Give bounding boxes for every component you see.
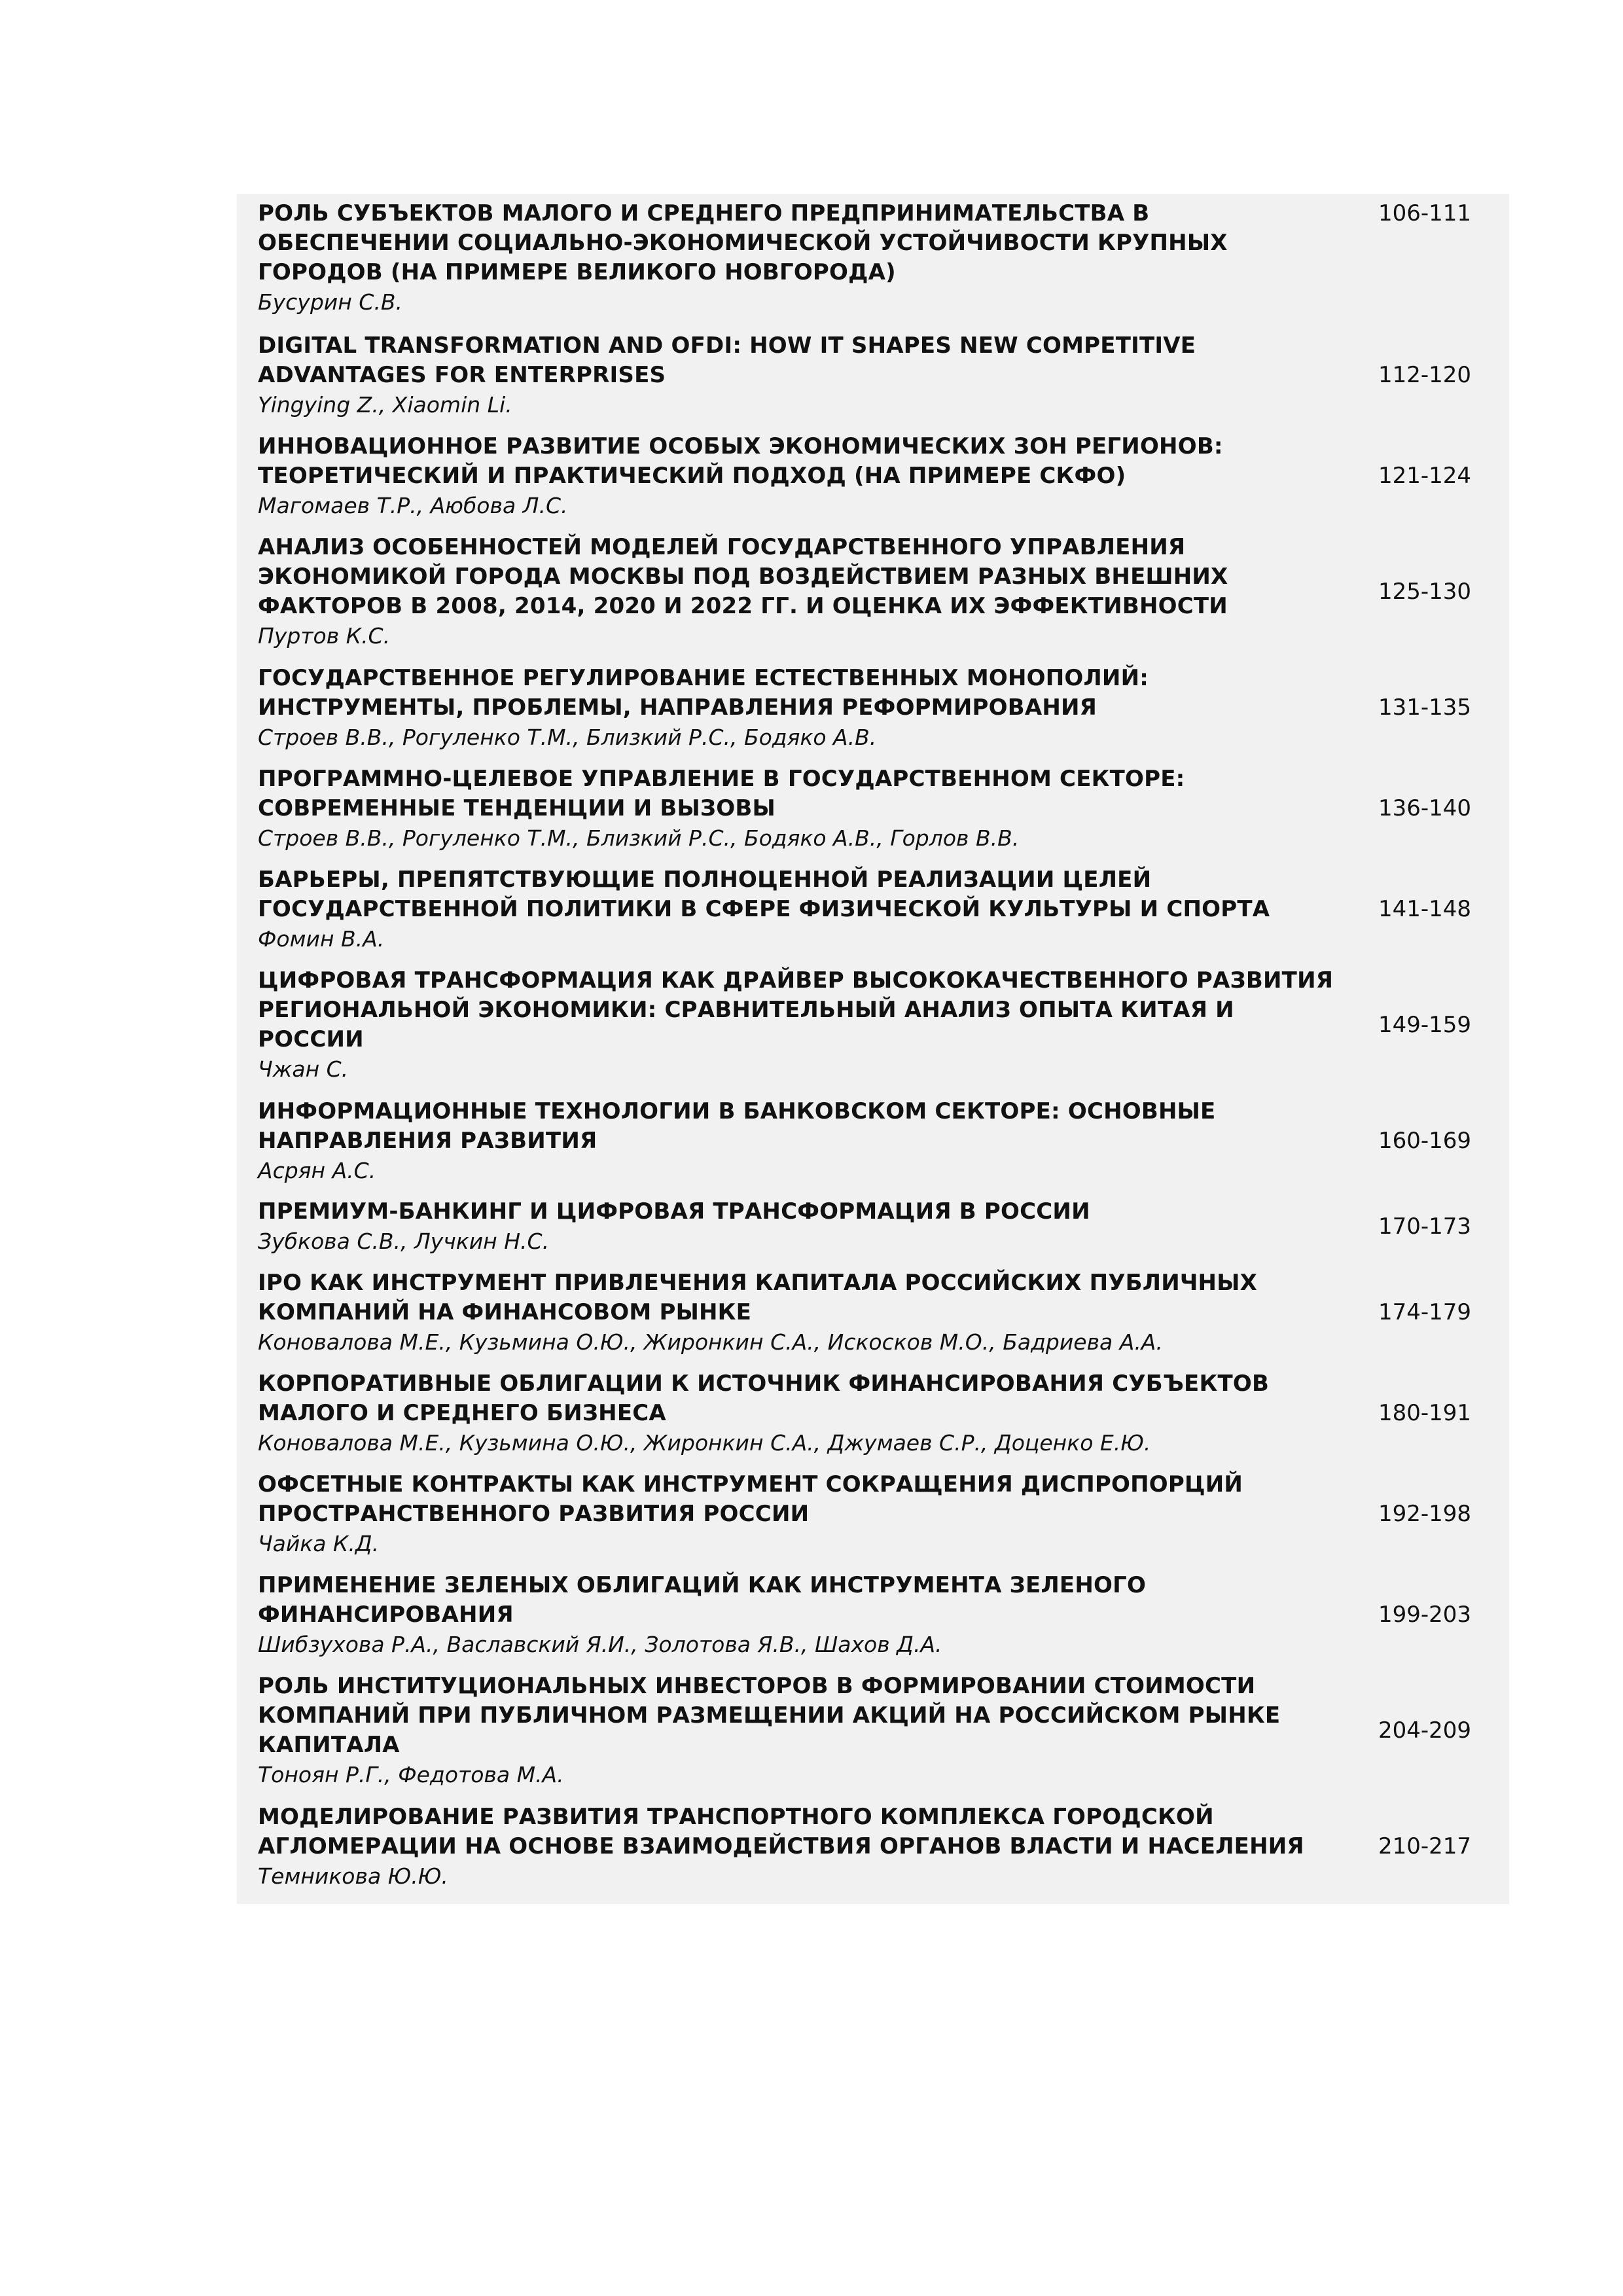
toc-entry[interactable] xyxy=(237,1367,1509,1460)
table-of-contents xyxy=(237,194,1509,1904)
entry-authors: Зубкова С.В., Лучкин Н.С. xyxy=(258,1229,550,1254)
entry-pages: 125-130 xyxy=(1378,578,1472,605)
entry-pages: 180-191 xyxy=(1378,1399,1472,1426)
toc-entry[interactable] xyxy=(237,963,1509,1086)
entry-title: DIGITAL TRANSFORMATION AND OFDI: HOW IT SHAPES NEW COMPETITIVE ADVANTAGES FOR ENTERPRISES xyxy=(258,332,1196,388)
entry-pages: 149-159 xyxy=(1378,1011,1472,1038)
entry-pages: 141-148 xyxy=(1378,895,1472,922)
entry-authors: Пуртов К.С. xyxy=(258,623,391,649)
entry-pages: 121-124 xyxy=(1378,462,1472,489)
entry-authors: Чайка К.Д. xyxy=(258,1530,380,1556)
entry-body xyxy=(258,764,1344,853)
toc-entry[interactable] xyxy=(237,530,1509,653)
entry-authors: Асрян А.С. xyxy=(258,1157,376,1183)
entry-body xyxy=(258,1672,1344,1789)
entry-title: ЦИФРОВАЯ ТРАНСФОРМАЦИЯ КАК ДРАЙВЕР ВЫСОКОКАЧЕСТВЕННОГО РАЗВИТИЯ РЕГИОНАЛЬНОЙ ЭКОНОМИКИ: СРАВНИТЕЛЬНЫЙ АНАЛИЗ ОПЫТА КИТАЯ И РОССИИ xyxy=(258,967,1334,1052)
entry-title: РОЛЬ СУБЪЕКТОВ МАЛОГО И СРЕДНЕГО ПРЕДПРИНИМАТЕЛЬСТВА В ОБЕСПЕЧЕНИИ СОЦИАЛЬНО-ЭКОНОМИЧЕСКОЙ УСТОЙЧИВОСТИ КРУПНЫХ ГОРОДОВ (НА ПРИМЕРЕ ВЕЛИКОГО НОВГОРОДА) xyxy=(258,200,1228,285)
entry-body xyxy=(258,966,1344,1084)
entry-title: ИНФОРМАЦИОННЫЕ ТЕХНОЛОГИИ В БАНКОВСКОМ СЕКТОРЕ: ОСНОВНЫЕ НАПРАВЛЕНИЯ РАЗВИТИЯ xyxy=(258,1098,1216,1154)
entry-body xyxy=(258,1197,1344,1256)
entry-authors: Коновалова М.Е., Кузьмина О.Ю., Жиронкин С.А., Джумаев С.Р., Доценко Е.Ю. xyxy=(258,1429,1151,1456)
entry-body xyxy=(258,664,1344,752)
entry-body xyxy=(258,199,1344,317)
entry-authors: Магомаев Т.Р., Аюбова Л.С. xyxy=(258,492,568,518)
entry-pages: 170-173 xyxy=(1378,1213,1472,1240)
entry-body xyxy=(258,1571,1344,1659)
entry-pages: 204-209 xyxy=(1378,1717,1472,1744)
toc-entry[interactable] xyxy=(237,1568,1509,1661)
entry-body xyxy=(258,432,1344,520)
entry-title: ГОСУДАРСТВЕННОЕ РЕГУЛИРОВАНИЕ ЕСТЕСТВЕННЫХ МОНОПОЛИЙ: ИНСТРУМЕНТЫ, ПРОБЛЕМЫ, НАПРАВЛЕНИЯ РЕФОРМИРОВАНИЯ xyxy=(258,664,1149,721)
toc-entry[interactable] xyxy=(237,762,1509,855)
entry-authors: Тоноян Р.Г., Федотова М.А. xyxy=(258,1762,564,1787)
entry-body xyxy=(258,1803,1344,1891)
entry-authors: Чжан С. xyxy=(258,1056,349,1082)
entry-body xyxy=(258,1268,1344,1357)
entry-pages: 131-135 xyxy=(1378,694,1472,721)
entry-title: IPO КАК ИНСТРУМЕНТ ПРИВЛЕЧЕНИЯ КАПИТАЛА РОССИЙСКИХ ПУБЛИЧНЫХ КОМПАНИЙ НА ФИНАНСОВОМ РЫНКЕ xyxy=(258,1269,1258,1325)
entry-authors: Бусурин С.В. xyxy=(258,289,402,315)
entry-authors: Строев В.В., Рогуленко Т.М., Близкий Р.С., Бодяко А.В. xyxy=(258,724,877,750)
entry-title: КОРПОРАТИВНЫЕ ОБЛИГАЦИИ К ИСТОЧНИК ФИНАНСИРОВАНИЯ СУБЪЕКТОВ МАЛОГО И СРЕДНЕГО БИЗНЕСА xyxy=(258,1370,1270,1426)
entry-authors: Фомин В.А. xyxy=(258,925,385,952)
entry-title: МОДЕЛИРОВАНИЕ РАЗВИТИЯ ТРАНСПОРТНОГО КОМПЛЕКСА ГОРОДСКОЙ АГЛОМЕРАЦИИ НА ОСНОВЕ ВЗАИМОДЕЙСТВИЯ ОРГАНОВ ВЛАСТИ И НАСЕЛЕНИЯ xyxy=(258,1803,1304,1859)
entry-body xyxy=(258,1097,1344,1185)
entry-pages: 160-169 xyxy=(1378,1127,1472,1154)
toc-entry[interactable] xyxy=(237,429,1509,522)
entry-authors: Шибзухова Р.А., Ваславский Я.И., Золотова Я.В., Шахов Д.А. xyxy=(258,1631,942,1657)
entry-pages: 192-198 xyxy=(1378,1500,1472,1527)
toc-entry[interactable] xyxy=(237,199,1509,323)
entry-authors: Строев В.В., Рогуленко Т.М., Близкий Р.С., Бодяко А.В., Горлов В.В. xyxy=(258,825,1020,851)
entry-title: АНАЛИЗ ОСОБЕННОСТЕЙ МОДЕЛЕЙ ГОСУДАРСТВЕННОГО УПРАВЛЕНИЯ ЭКОНОМИКОЙ ГОРОДА МОСКВЫ ПОД ВОЗДЕЙСТВИЕМ РАЗНЫХ ВНЕШНИХ ФАКТОРОВ В 2008, 2014, 2020 И 2022 ГГ. И ОЦЕНКА ИХ ЭФФЕКТИВНОСТИ xyxy=(258,534,1228,619)
entry-title: ПРОГРАММНО-ЦЕЛЕВОЕ УПРАВЛЕНИЕ В ГОСУДАРСТВЕННОМ СЕКТОРЕ: СОВРЕМЕННЫЕ ТЕНДЕНЦИИ И ВЫЗОВЫ xyxy=(258,765,1185,821)
entry-pages: 199-203 xyxy=(1378,1601,1472,1628)
toc-entry[interactable] xyxy=(237,1669,1509,1792)
toc-entry[interactable] xyxy=(237,329,1509,422)
entry-body xyxy=(258,1369,1344,1458)
entry-title: БАРЬЕРЫ, ПРЕПЯТСТВУЮЩИЕ ПОЛНОЦЕННОЙ РЕАЛИЗАЦИИ ЦЕЛЕЙ ГОСУДАРСТВЕННОЙ ПОЛИТИКИ В СФЕРЕ ФИЗИЧЕСКОЙ КУЛЬТУРЫ И СПОРТА xyxy=(258,866,1270,922)
toc-entry[interactable] xyxy=(237,1800,1509,1893)
entry-body xyxy=(258,865,1344,954)
entry-pages: 210-217 xyxy=(1378,1833,1472,1859)
toc-entry[interactable] xyxy=(237,1467,1509,1560)
toc-entry[interactable] xyxy=(237,1094,1509,1187)
entry-title: ПРЕМИУМ-БАНКИНГ И ЦИФРОВАЯ ТРАНСФОРМАЦИЯ В РОССИИ xyxy=(258,1198,1090,1225)
entry-title: РОЛЬ ИНСТИТУЦИОНАЛЬНЫХ ИНВЕСТОРОВ В ФОРМИРОВАНИИ СТОИМОСТИ КОМПАНИЙ ПРИ ПУБЛИЧНОМ РАЗМЕЩЕНИИ АКЦИЙ НА РОССИЙСКОМ РЫНКЕ КАПИТАЛА xyxy=(258,1673,1281,1758)
toc-entry[interactable] xyxy=(237,661,1509,754)
entry-body xyxy=(258,331,1344,420)
toc-entry[interactable] xyxy=(237,1195,1509,1258)
entry-title: ОФСЕТНЫЕ КОНТРАКТЫ КАК ИНСТРУМЕНТ СОКРАЩЕНИЯ ДИСПРОПОРЦИЙ ПРОСТРАНСТВЕННОГО РАЗВИТИЯ РОССИИ xyxy=(258,1471,1243,1527)
entry-title: ИННОВАЦИОННОЕ РАЗВИТИЕ ОСОБЫХ ЭКОНОМИЧЕСКИХ ЗОН РЕГИОНОВ: ТЕОРЕТИЧЕСКИЙ И ПРАКТИЧЕСКИЙ ПОДХОД (НА ПРИМЕРЕ СКФО) xyxy=(258,433,1223,489)
toc-entry[interactable] xyxy=(237,1266,1509,1359)
entry-pages: 174-179 xyxy=(1378,1299,1472,1325)
entry-authors: Коновалова М.Е., Кузьмина О.Ю., Жиронкин С.А., Искосков М.О., Бадриева А.А. xyxy=(258,1329,1163,1355)
entry-pages: 136-140 xyxy=(1378,795,1472,821)
entry-authors: Yingying Z., Xiaomin Li. xyxy=(258,391,512,418)
entry-authors: Темникова Ю.Ю. xyxy=(258,1863,448,1889)
entry-title: ПРИМЕНЕНИЕ ЗЕЛЕНЫХ ОБЛИГАЦИЙ КАК ИНСТРУМЕНТА ЗЕЛЕНОГО ФИНАНСИРОВАНИЯ xyxy=(258,1571,1147,1628)
entry-pages: 112-120 xyxy=(1378,361,1472,388)
entry-body xyxy=(258,1470,1344,1558)
entry-body xyxy=(258,533,1344,651)
toc-entry[interactable] xyxy=(237,863,1509,956)
entry-pages: 106-111 xyxy=(1378,200,1472,226)
